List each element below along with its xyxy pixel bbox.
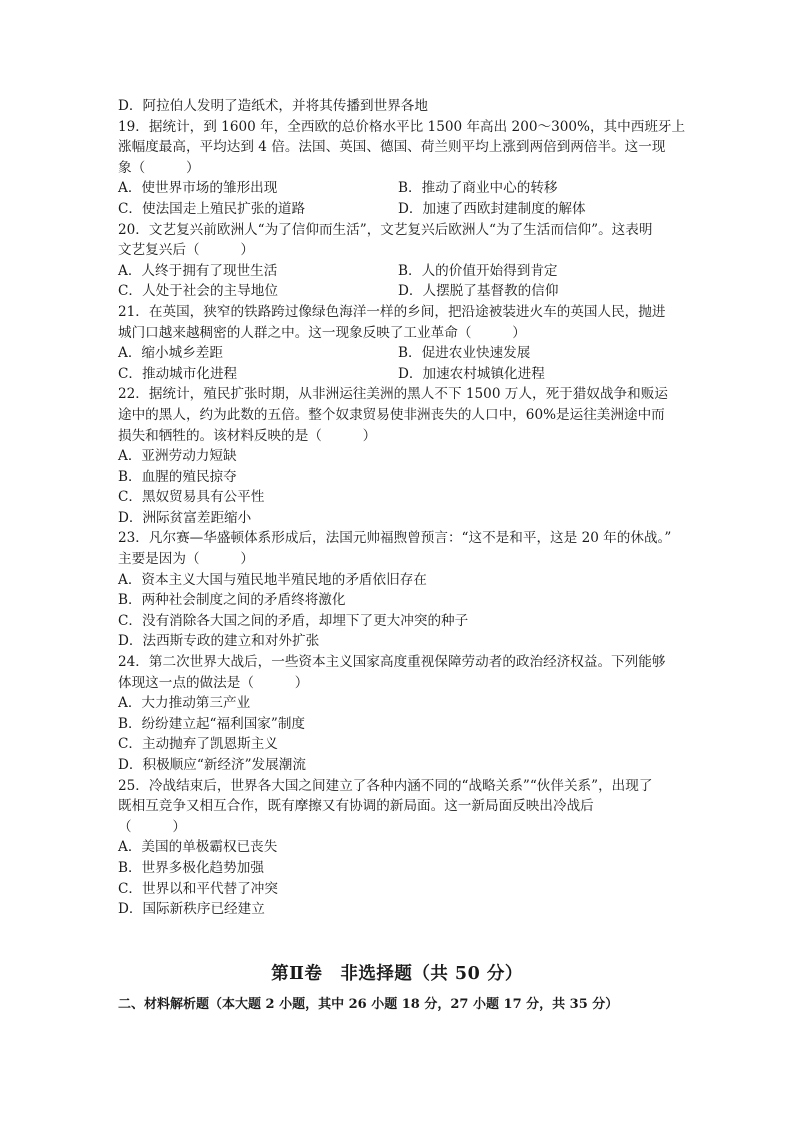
option-text: D．人摆脱了基督教的信仰 <box>398 283 559 300</box>
option-text: A．使世界市场的雏形出现 <box>118 180 278 197</box>
option-text: B．人的价值开始得到肯定 <box>398 262 558 279</box>
question-line: 象（ ） <box>118 159 200 176</box>
option-text: C．世界以和平代替了冲突 <box>118 880 278 897</box>
section-title: 第Ⅱ卷 非选择题（共 50 分） <box>271 964 523 984</box>
option-text: B．血腥的殖民掠夺 <box>118 468 237 485</box>
option-text: A．美国的单极霸权已丧失 <box>118 839 278 856</box>
option-text: C．人处于社会的主导地位 <box>118 283 278 300</box>
option-row <box>118 199 678 220</box>
question-line: 文艺复兴后（ ） <box>118 242 254 259</box>
question-line: （ ） <box>118 818 186 835</box>
option-text: B．两种社会制度之间的矛盾终将激化 <box>118 592 346 609</box>
option-text: A．人终于拥有了现世生活 <box>118 262 278 279</box>
option-text: A．亚洲劳动力短缺 <box>118 448 237 465</box>
option-text: D．法西斯专政的建立和对外扩张 <box>118 633 320 650</box>
question-text <box>118 96 686 920</box>
option-text: C．主动抛弃了凯恩斯主义 <box>118 736 278 753</box>
option-text: A．缩小城乡差距 <box>118 345 223 362</box>
option-row <box>118 261 678 282</box>
question-line: 体现这一点的做法是（ ） <box>118 674 309 691</box>
option-text: D．阿拉伯人发明了造纸术，并将其传播到世界各地 <box>118 98 428 114</box>
option-text: B．世界多极化趋势加强 <box>118 859 264 876</box>
question-line: 19．据统计，到 1600 年，全西欧的总价格水平比 1500 年高出 200～300%，其中西班牙上 <box>118 118 686 135</box>
question-line: 涨幅度最高，平均达到 4 倍。法国、英国、德国、荷兰则平均上涨到两倍到两倍半。这一现 <box>118 139 666 156</box>
option-text: D．国际新秩序已经建立 <box>118 901 265 918</box>
option-text: C．没有消除各大国之间的矛盾，却埋下了更大冲突的种子 <box>118 612 469 629</box>
option-row <box>118 281 678 302</box>
option-text: D．加速农村城镇化进程 <box>398 365 545 382</box>
option-text: D．洲际贫富差距缩小 <box>118 509 252 526</box>
question-line: 24．第二次世界大战后，一些资本主义国家高度重视保障劳动者的政治经济权益。下列能够 <box>118 654 666 671</box>
option-text: D．加速了西欧封建制度的解体 <box>398 200 586 217</box>
option-text: B．纷纷建立起“福利国家”制度 <box>118 715 306 732</box>
question-line: 途中的黑人，约为此数的五倍。整个奴隶贸易使非洲丧失的人口中，60%是运往美洲途中而 <box>118 406 665 423</box>
option-text: C．使法国走上殖民扩张的道路 <box>118 200 306 217</box>
question-line: 23．凡尔赛—华盛顿体系形成后，法国元帅福煦曾预言：“这不是和平，这是 20 年的休战。” <box>118 530 672 547</box>
question-line: 22．据统计，殖民扩张时期，从非洲运往美洲的黑人不下 1500 万人，死于猎奴战争和贩运 <box>118 386 668 403</box>
option-text: C．黑奴贸易具有公平性 <box>118 489 265 506</box>
option-text: A．大力推动第三产业 <box>118 695 251 712</box>
option-text: C．推动城市化进程 <box>118 365 238 382</box>
option-row <box>118 178 678 199</box>
question-line: 主要是因为（ ） <box>118 551 254 568</box>
option-text: B．推动了商业中心的转移 <box>398 180 558 197</box>
question-line: 城门口越来越稠密的人群之中。这一现象反映了工业革命（ ） <box>118 324 526 341</box>
option-text: A．资本主义大国与殖民地半殖民地的矛盾依旧存在 <box>118 571 427 588</box>
option-row <box>118 343 678 364</box>
option-row <box>118 364 678 385</box>
question-line: 损失和牺牲的。该材料反映的是（ ） <box>118 427 377 444</box>
question-line: 20．文艺复兴前欧洲人“为了信仰而生活”，文艺复兴后欧洲人“为了生活而信仰”。这表明 <box>118 221 653 238</box>
question-line: 25．冷战结束后，世界各大国之间建立了各种内涵不同的“战略关系”“伙伴关系”，出现了 <box>118 777 653 794</box>
question-line: 既相互竞争又相互合作，既有摩擦又有协调的新局面。这一新局面反映出冷战后 <box>118 798 594 815</box>
question-line: 21．在英国，狭窄的铁路跨过像绿色海洋一样的乡间，把沿途被装进火车的英国人民，抛进 <box>118 303 666 320</box>
section-subtitle: 二、材料解析题（本大题 2 小题，其中 26 小题 18 分，27 小题 17 分，共 35 分） <box>118 997 619 1012</box>
option-text: B．促进农业快速发展 <box>398 345 531 362</box>
option-text: D．积极顺应“新经济”发展潮流 <box>118 757 306 773</box>
